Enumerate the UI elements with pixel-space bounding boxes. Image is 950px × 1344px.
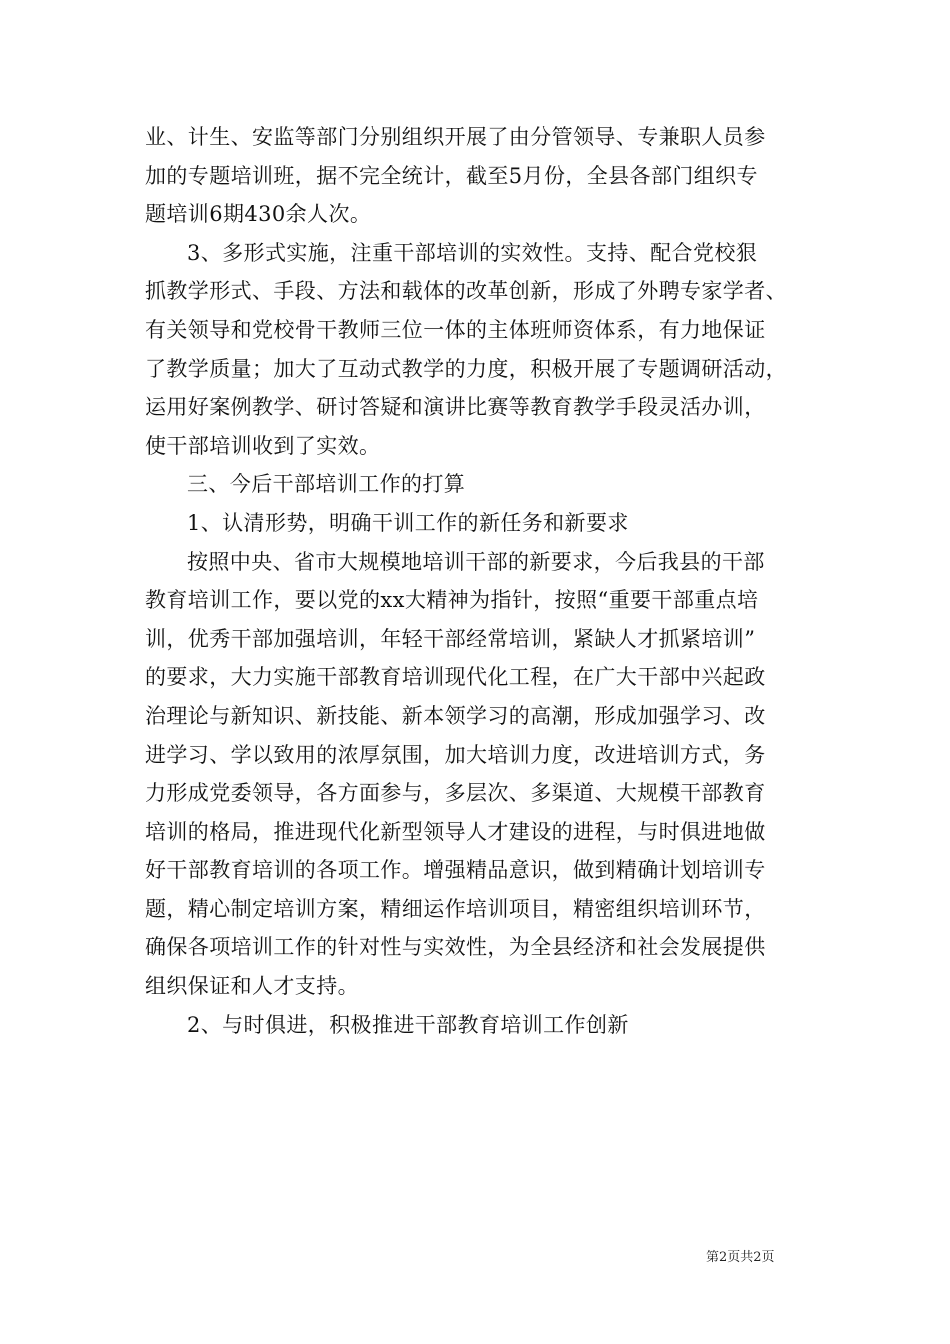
- text-line: 治理论与新知识、新技能、新本领学习的高潮，形成加强学习、改: [145, 703, 766, 728]
- text-line: 业、计生、安监等部门分别组织开展了由分管领导、专兼职人员参: [145, 125, 766, 149]
- text-line: 三、今后干部培训工作的打算: [187, 472, 466, 497]
- text-line: 2、与时俱进，积极推进干部教育培训工作创新: [187, 1012, 629, 1037]
- text-line: 使干部培训收到了实效。: [145, 433, 381, 458]
- text-line: 3、多形式实施，注重干部培训的实效性。支持、配合党校狠: [187, 240, 758, 265]
- text-line: 按照中央、省市大规模地培训干部的新要求，今后我县的干部: [187, 549, 765, 574]
- text-line: 力形成党委领导，各方面参与，多层次、多渠道、大规模干部教育: [145, 781, 766, 806]
- text-line: 好干部教育培训的各项工作。增强精品意识，做到精确计划培训专: [145, 858, 766, 883]
- page-number-footer: 第2页共2页: [706, 1250, 775, 1265]
- text-line: 1、认清形势，明确干训工作的新任务和新要求: [187, 510, 629, 535]
- text-line: 教育培训工作，要以党的xx大精神为指针，按照“重要干部重点培: [145, 588, 759, 613]
- text-line: 了教学质量；加大了互动式教学的力度，积极开展了专题调研活动，: [145, 356, 787, 381]
- text-line: 的要求，大力实施干部教育培训现代化工程，在广大干部中兴起政: [145, 665, 766, 690]
- text-line: 有关领导和党校骨干教师三位一体的主体班师资体系，有力地保证: [145, 317, 766, 342]
- text-line: 培训的格局，推进现代化新型领导人才建设的进程，与时俱进地做: [145, 819, 766, 844]
- text-line: 抓教学形式、手段、方法和载体的改革创新，形成了外聘专家学者、: [145, 279, 787, 304]
- text-line: 加的专题培训班，据不完全统计，截至5月份，全县各部门组织专: [145, 163, 758, 188]
- text-line: 组织保证和人才支持。: [145, 974, 359, 999]
- text-line: 题，精心制定培训方案，精细运作培训项目，精密组织培训环节，: [145, 896, 766, 921]
- text-line: 运用好案例教学、研讨答疑和演讲比赛等教育教学手段灵活办训，: [145, 395, 766, 420]
- text-line: 训，优秀干部加强培训，年轻干部经常培训，紧缺人才抓紧培训”: [145, 626, 756, 651]
- text-line: 确保各项培训工作的针对性与实效性，为全县经济和社会发展提供: [145, 935, 766, 960]
- document-body: [145, 118, 817, 1044]
- text-line: 题培训6期430余人次。: [145, 202, 372, 227]
- text-line: 进学习、学以致用的浓厚氛围，加大培训力度，改进培训方式，务: [145, 742, 766, 767]
